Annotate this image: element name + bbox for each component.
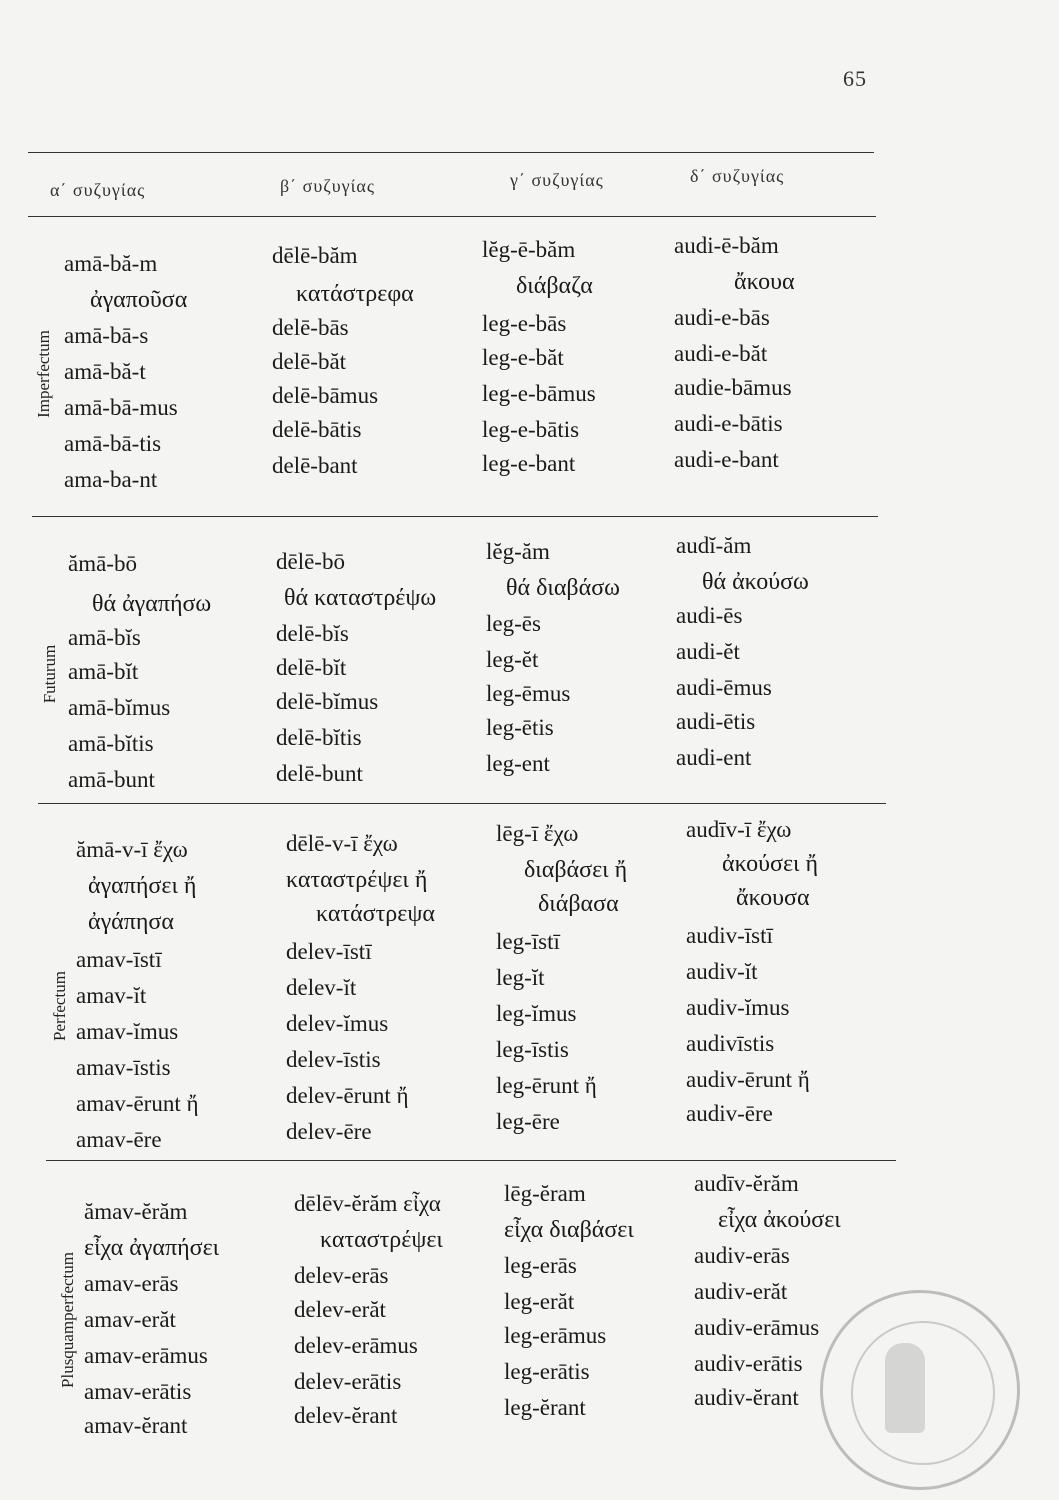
form-plusquamperfectum-c1-r7: amav-ĕrant (84, 1413, 188, 1438)
form-perfectum-c2-r1: dēlē-v-ī ἔχω (286, 831, 398, 856)
form-perfectum-c4-r6: audiv-ĭmus (686, 995, 790, 1020)
header-conj-3: γ΄ συζυγίας (510, 170, 604, 190)
form-futurum-c3-r2: θά διαβάσω (506, 575, 620, 601)
form-plusquamperfectum-c4-r6: audiv-erātis (694, 1351, 803, 1376)
form-perfectum-c4-r8: audiv-ērunt ἤ (686, 1067, 810, 1092)
form-imperfectum-c2-r1: dēlē-băm (272, 243, 358, 268)
form-plusquamperfectum-c2-r6: delev-erātis (294, 1369, 402, 1394)
stamp-figure-icon (885, 1343, 925, 1433)
form-perfectum-c4-r4: audiv-īstī (686, 923, 773, 948)
form-imperfectum-c1-r4: amā-bă-t (64, 359, 146, 384)
form-futurum-c4-r1: audĭ-ăm (676, 533, 752, 558)
form-plusquamperfectum-c1-r5: amav-erāmus (84, 1343, 208, 1368)
form-futurum-c4-r6: audi-ētis (676, 709, 756, 734)
form-imperfectum-c1-r5: amā-bā-mus (64, 395, 178, 420)
form-plusquamperfectum-c3-r3: leg-erās (504, 1253, 577, 1278)
form-plusquamperfectum-c1-r6: amav-erātis (84, 1379, 192, 1404)
header-conj-1: α΄ συζυγίας (50, 180, 146, 200)
form-imperfectum-c3-r1: lĕg-ē-băm (482, 237, 576, 262)
form-plusquamperfectum-c4-r5: audiv-erāmus (694, 1315, 820, 1340)
form-perfectum-c2-r7: delev-īstis (286, 1047, 381, 1072)
form-perfectum-c4-r5: audiv-ĭt (686, 959, 758, 984)
form-imperfectum-c1-r7: ama-ba-nt (64, 467, 158, 492)
form-imperfectum-c3-r6: leg-e-bātis (482, 417, 580, 442)
form-futurum-c1-r6: amā-bĭtis (68, 731, 154, 756)
form-perfectum-c1-r8: amav-ērunt ἤ (76, 1091, 199, 1116)
form-futurum-c4-r5: audi-ēmus (676, 675, 772, 700)
form-imperfectum-c2-r7: delē-bant (272, 453, 358, 478)
form-plusquamperfectum-c4-r4: audiv-erăt (694, 1279, 788, 1304)
form-futurum-c4-r2: θά ἀκούσω (702, 569, 809, 595)
form-plusquamperfectum-c1-r1: ămav-ĕrăm (84, 1199, 188, 1224)
form-futurum-c1-r7: amā-bunt (68, 767, 155, 792)
form-perfectum-c1-r5: amav-ĭt (76, 983, 147, 1008)
section-rule-3 (46, 1160, 896, 1161)
form-imperfectum-c4-r5: audie-bāmus (674, 375, 792, 400)
form-perfectum-c4-r1: audīv-ī ἔχω (686, 817, 792, 842)
form-perfectum-c4-r2: ἀκούσει ἤ (722, 851, 819, 877)
form-plusquamperfectum-c1-r3: amav-erās (84, 1271, 179, 1296)
tense-label-plusquamperfectum: Plusquamperfectum (58, 1252, 77, 1388)
form-perfectum-c3-r7: leg-īstis (496, 1037, 569, 1062)
form-futurum-c3-r7: leg-ent (486, 751, 550, 776)
form-futurum-c1-r2: θά ἀγαπήσω (92, 591, 212, 617)
section-rule-2 (38, 803, 886, 804)
form-futurum-c4-r3: audi-ēs (676, 603, 743, 628)
tense-label-imperfectum: Imperfectum (34, 330, 53, 418)
form-plusquamperfectum-c3-r6: leg-erātis (504, 1359, 590, 1384)
form-perfectum-c1-r7: amav-īstis (76, 1055, 171, 1080)
form-futurum-c3-r3: leg-ēs (486, 611, 541, 636)
form-plusquamperfectum-c3-r7: leg-ĕrant (504, 1395, 586, 1420)
section-rule-1 (32, 516, 878, 517)
form-perfectum-c4-r7: audivīstis (686, 1031, 775, 1056)
form-plusquamperfectum-c1-r4: amav-erăt (84, 1307, 176, 1332)
form-futurum-c2-r5: delē-bĭmus (276, 689, 379, 714)
form-imperfectum-c3-r7: leg-e-bant (482, 451, 576, 476)
form-perfectum-c3-r2: διαβάσει ἤ (524, 857, 628, 883)
form-imperfectum-c1-r6: amā-bā-tis (64, 431, 162, 456)
form-futurum-c1-r5: amā-bĭmus (68, 695, 171, 720)
form-perfectum-c3-r8: leg-ērunt ἤ (496, 1073, 597, 1098)
form-imperfectum-c2-r5: delē-bāmus (272, 383, 379, 408)
form-imperfectum-c4-r2: ἄκουα (734, 269, 795, 295)
form-perfectum-c1-r9: amav-ēre (76, 1127, 162, 1152)
form-perfectum-c2-r4: delev-īstī (286, 939, 372, 964)
form-plusquamperfectum-c3-r5: leg-erāmus (504, 1323, 607, 1348)
form-plusquamperfectum-c1-r2: εἶχα ἀγαπήσει (84, 1235, 220, 1261)
form-imperfectum-c3-r5: leg-e-bāmus (482, 381, 596, 406)
form-futurum-c3-r6: leg-ētis (486, 715, 554, 740)
form-futurum-c2-r2: θά καταστρέψω (284, 585, 437, 611)
form-plusquamperfectum-c4-r2: εἶχα ἀκούσει (718, 1207, 841, 1233)
form-perfectum-c1-r2: ἀγαπήσει ἤ (88, 873, 197, 899)
form-futurum-c2-r4: delē-bĭt (276, 655, 347, 680)
form-futurum-c1-r3: amā-bĭs (68, 625, 141, 650)
form-perfectum-c2-r8: delev-ērunt ἤ (286, 1083, 409, 1108)
form-imperfectum-c1-r2: ἀγαποῦσα (90, 287, 188, 313)
form-imperfectum-c4-r3: audi-e-bās (674, 305, 770, 330)
tense-label-perfectum: Perfectum (50, 971, 69, 1041)
form-plusquamperfectum-c4-r7: audiv-ĕrant (694, 1385, 799, 1410)
page-number: 65 (843, 66, 867, 91)
form-perfectum-c2-r6: delev-ĭmus (286, 1011, 389, 1036)
header-conj-2: β΄ συζυγίας (280, 176, 375, 196)
form-futurum-c1-r1: ămā-bō (68, 551, 137, 576)
form-plusquamperfectum-c4-r3: audiv-erās (694, 1243, 790, 1268)
form-imperfectum-c2-r6: delē-bātis (272, 417, 362, 442)
form-futurum-c2-r1: dēlē-bō (276, 549, 345, 574)
form-plusquamperfectum-c2-r5: delev-erāmus (294, 1333, 418, 1358)
form-imperfectum-c2-r3: delē-bās (272, 315, 349, 340)
form-perfectum-c2-r5: delev-ĭt (286, 975, 357, 1000)
top-rule (28, 152, 874, 153)
form-plusquamperfectum-c2-r1: dēlēv-ĕrăm εἶχα (294, 1191, 441, 1216)
form-plusquamperfectum-c2-r3: delev-erās (294, 1263, 389, 1288)
form-plusquamperfectum-c2-r4: delev-erăt (294, 1297, 386, 1322)
library-stamp (820, 1290, 1020, 1490)
form-futurum-c3-r4: leg-ĕt (486, 647, 539, 672)
form-imperfectum-c4-r6: audi-e-bātis (674, 411, 783, 436)
form-perfectum-c3-r9: leg-ēre (496, 1109, 560, 1134)
form-perfectum-c3-r1: lēg-ī ἔχω (496, 821, 579, 846)
form-futurum-c1-r4: amā-bĭt (68, 659, 139, 684)
form-perfectum-c2-r3: κατάστρεψα (316, 901, 435, 927)
form-futurum-c4-r7: audi-ent (676, 745, 752, 770)
form-plusquamperfectum-c3-r2: εἶχα διαβάσει (504, 1217, 634, 1243)
form-perfectum-c3-r5: leg-ĭt (496, 965, 545, 990)
form-imperfectum-c1-r1: amā-bă-m (64, 251, 158, 276)
form-imperfectum-c4-r4: audi-e-băt (674, 341, 768, 366)
form-perfectum-c4-r3: ἄκουσα (736, 885, 810, 911)
form-futurum-c3-r5: leg-ēmus (486, 681, 571, 706)
form-perfectum-c1-r6: amav-ĭmus (76, 1019, 179, 1044)
form-futurum-c2-r7: delē-bunt (276, 761, 363, 786)
form-perfectum-c1-r1: ămā-v-ī ἔχω (76, 837, 188, 862)
form-perfectum-c1-r3: ἀγάπησα (88, 909, 174, 935)
form-plusquamperfectum-c2-r7: delev-ĕrant (294, 1403, 398, 1428)
form-plusquamperfectum-c3-r1: lēg-ĕram (504, 1181, 586, 1206)
form-futurum-c2-r3: delē-bĭs (276, 621, 349, 646)
form-perfectum-c3-r6: leg-ĭmus (496, 1001, 577, 1026)
form-imperfectum-c4-r7: audi-e-bant (674, 447, 779, 472)
form-imperfectum-c3-r4: leg-e-băt (482, 345, 564, 370)
header-conj-4: δ΄ συζυγίας (690, 166, 785, 186)
form-imperfectum-c1-r3: amā-bā-s (64, 323, 149, 348)
form-imperfectum-c3-r2: διάβαζα (516, 273, 593, 299)
form-imperfectum-c3-r3: leg-e-bās (482, 311, 567, 336)
form-futurum-c3-r1: lĕg-ăm (486, 539, 550, 564)
form-imperfectum-c4-r1: audi-ē-băm (674, 233, 779, 258)
form-plusquamperfectum-c4-r1: audīv-ĕrăm (694, 1171, 799, 1196)
form-perfectum-c3-r4: leg-īstī (496, 929, 560, 954)
form-futurum-c4-r4: audi-ĕt (676, 639, 740, 664)
form-plusquamperfectum-c2-r2: καταστρέψει (320, 1227, 443, 1253)
form-perfectum-c1-r4: amav-īstī (76, 947, 162, 972)
form-imperfectum-c2-r4: delē-băt (272, 349, 347, 374)
form-plusquamperfectum-c3-r4: leg-erăt (504, 1289, 575, 1314)
form-perfectum-c2-r2: καταστρέψει ἤ (286, 867, 428, 893)
form-futurum-c2-r6: delē-bĭtis (276, 725, 362, 750)
form-perfectum-c3-r3: διάβασα (538, 891, 619, 917)
header-bottom-rule (28, 216, 876, 217)
form-perfectum-c2-r9: delev-ēre (286, 1119, 372, 1144)
tense-label-futurum: Futurum (40, 644, 59, 704)
form-imperfectum-c2-r2: κατάστρεφα (296, 281, 414, 307)
form-perfectum-c4-r9: audiv-ēre (686, 1101, 773, 1126)
